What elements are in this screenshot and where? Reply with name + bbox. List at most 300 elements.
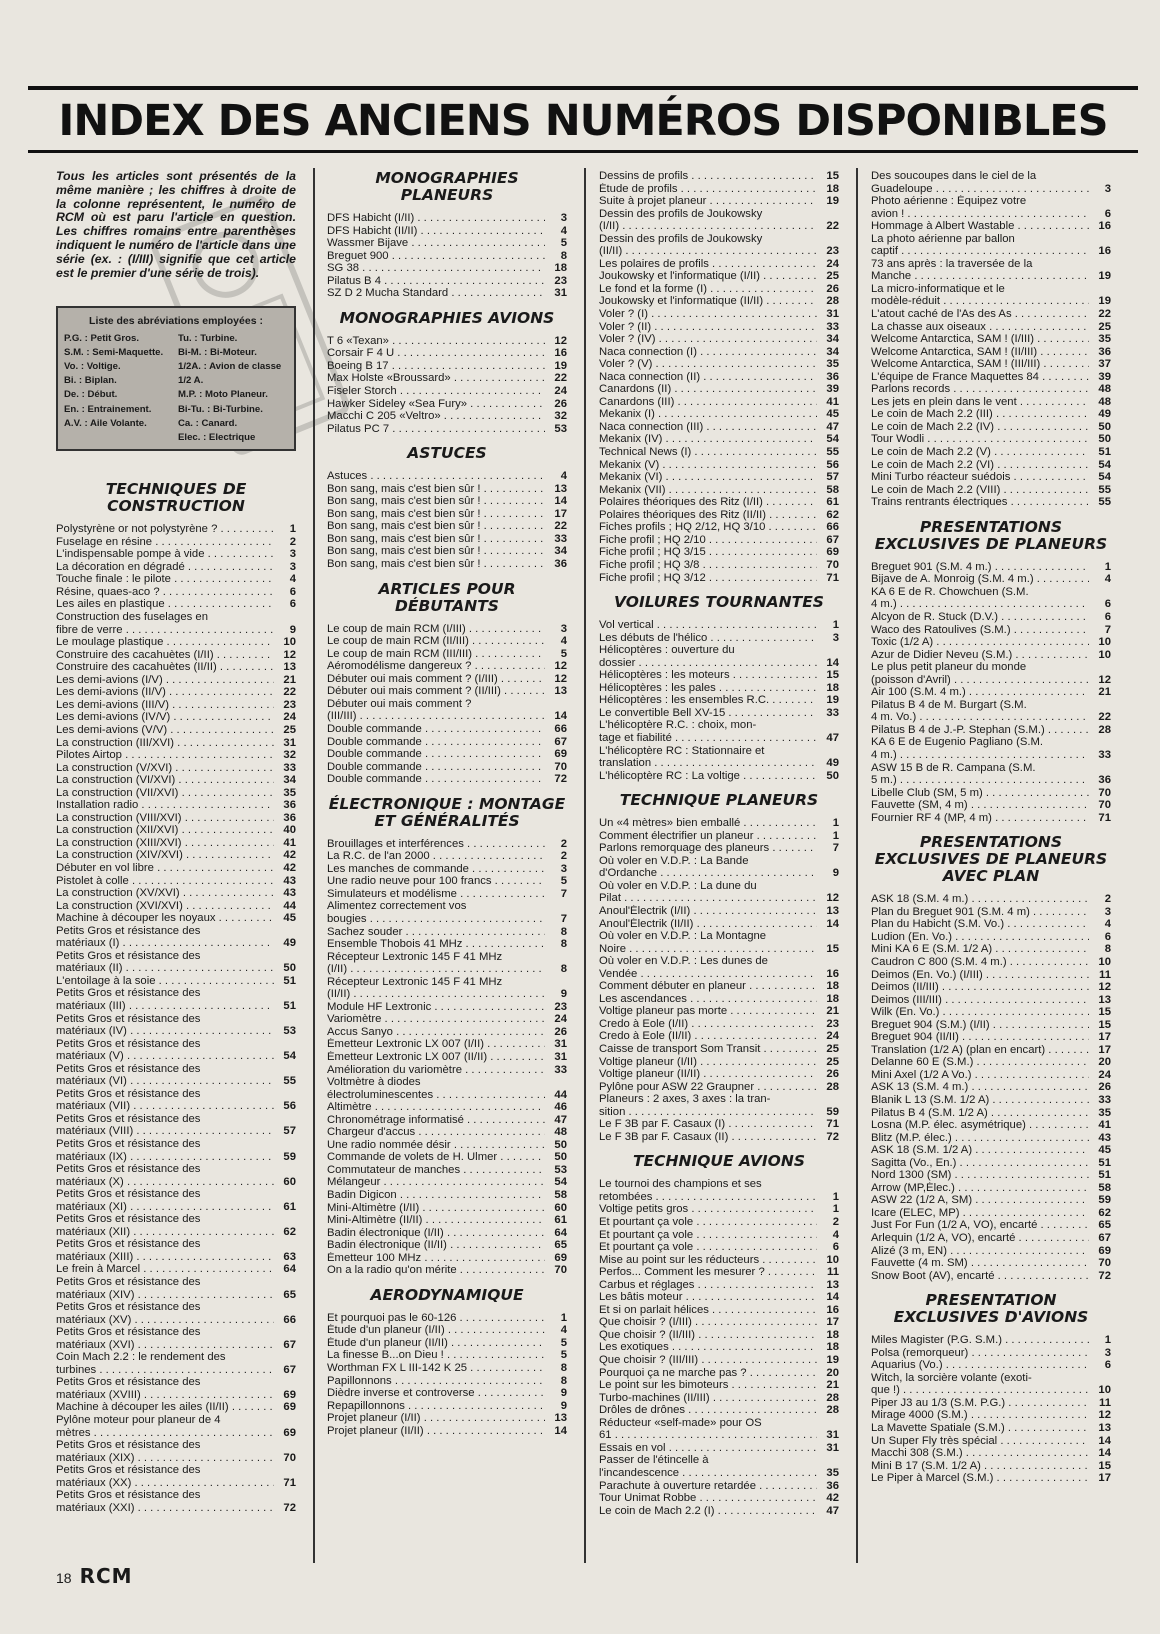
index-entry	[599, 1492, 839, 1505]
index-entry	[327, 888, 567, 901]
entry-title: bougies . . .	[327, 913, 545, 926]
entry-title: Double commande . . .	[327, 773, 545, 786]
entry-title: Waco des Ratoulives (S.M.) . . .	[871, 624, 1089, 637]
entry-title-line-1: Pilatus B 4 de M. Burgart (S.M.	[871, 698, 1027, 711]
index-entry	[871, 787, 1111, 800]
index-entry	[327, 1400, 567, 1413]
entry-title: Just For Fun (1/2 A, VO), encarté . . .	[871, 1219, 1089, 1232]
issue-number: 69	[554, 1251, 567, 1264]
index-entry	[327, 1227, 567, 1240]
issue-number: 14	[554, 495, 567, 508]
entry-title: Parlons records . . .	[871, 383, 1089, 396]
entry-title: Le coin de Mach 2.2 (VIII) . . .	[871, 484, 1089, 497]
entry-title-line-1: Petits Gros et résistance des	[56, 1062, 201, 1075]
index-entry	[871, 1194, 1111, 1207]
page-title: INDEX DES ANCIENS NUMÉROS DISPONIBLES	[58, 96, 1108, 146]
issue-number: 15	[1098, 1018, 1111, 1031]
entry-title: Mini-Altimètre (II/II) . . .	[327, 1214, 545, 1227]
issue-number: 17	[554, 507, 567, 520]
index-entry	[599, 830, 839, 843]
index-entry	[327, 287, 567, 300]
issue-number: 50	[1098, 420, 1111, 433]
index-entry	[599, 258, 839, 271]
issue-number: 3	[289, 548, 296, 561]
index-entry	[599, 1480, 839, 1493]
issue-number: 19	[1098, 270, 1111, 283]
index-entry	[327, 385, 567, 398]
entry-title-line-1: Petits Gros et résistance des	[56, 1188, 201, 1201]
issue-number: 35	[283, 786, 296, 799]
entry-title: Commutateur de manches . . .	[327, 1164, 545, 1177]
index-entry	[871, 1232, 1111, 1245]
entry-title: Les demi-avions (II/V) . . .	[56, 686, 274, 699]
index-entry	[56, 711, 296, 724]
index-entry	[871, 893, 1111, 906]
index-entry	[871, 699, 1111, 724]
issue-number: 72	[826, 1130, 839, 1143]
index-entry	[327, 275, 567, 288]
entry-title: Fiche profil ; HQ 3/12 . . .	[599, 572, 817, 585]
entry-title-line-1: Petits Gros et résistance des	[56, 1489, 201, 1502]
index-entry	[871, 283, 1111, 308]
entry-title: SZ D 2 Mucha Standard . . .	[327, 287, 545, 300]
index-entry	[871, 1207, 1111, 1220]
issue-number: 60	[283, 1175, 296, 1188]
issue-number: 57	[283, 1125, 296, 1138]
entry-title: matériaux (XIII) . . .	[56, 1251, 274, 1264]
index-entry	[871, 358, 1111, 371]
issue-number: 14	[1098, 1434, 1111, 1447]
entry-title: Pilat . . .	[599, 892, 817, 905]
issue-number: 56	[283, 1100, 296, 1113]
entry-title: Voler ? (II) . . .	[599, 321, 817, 334]
issue-number: 14	[554, 1424, 567, 1437]
entry-title: Mirage 4000 (S.M.) . . .	[871, 1409, 1089, 1422]
entry-title: Polsa (remorqueur) . . .	[871, 1347, 1089, 1360]
index-entry	[871, 799, 1111, 812]
issue-number: 8	[560, 925, 567, 938]
issue-number: 70	[826, 558, 839, 571]
entry-title: Les demi-avions (V/V) . . .	[56, 724, 274, 737]
index-entry	[56, 774, 296, 787]
issue-number: 14	[826, 917, 839, 930]
entry-title: La Mavette Spatiale (S.M.) . . .	[871, 1422, 1089, 1435]
index-entry	[327, 1375, 567, 1388]
entry-title: Losna (M.P. élec. asymétrique) . . .	[871, 1119, 1089, 1132]
entry-title: Le coin de Mach 2.2 (VI) . . .	[871, 459, 1089, 472]
issue-number: 8	[560, 938, 567, 951]
issue-number: 7	[560, 912, 567, 925]
issue-number: 3	[1104, 182, 1111, 195]
issue-number: 13	[554, 685, 567, 698]
entry-title: Mekanix (IV) . . .	[599, 433, 817, 446]
entry-title: Mise au point sur les réducteurs . . .	[599, 1254, 817, 1267]
issue-number: 2	[289, 535, 296, 548]
entry-title-line-1: Petits Gros et résistance des	[56, 987, 201, 1000]
entry-title: Wilk (En. Vo.) . . .	[871, 1006, 1089, 1019]
entry-title: Hélicoptères : les moteurs . . .	[599, 669, 817, 682]
index-entry	[56, 1401, 296, 1414]
index-entry	[871, 586, 1111, 611]
issue-number: 67	[283, 1338, 296, 1351]
entry-title-line-1: Petits Gros et résistance des	[56, 1439, 201, 1452]
issue-number: 33	[283, 761, 296, 774]
entry-title: Turbo-machines (II/III) . . .	[599, 1392, 817, 1405]
section-heading: VOILURES TOURNANTES	[614, 593, 824, 612]
index-entry	[599, 321, 839, 334]
entry-title: Papillonnons . . .	[327, 1375, 545, 1388]
index-entry	[56, 598, 296, 611]
entry-title: Le coup de main RCM (I/III) . . .	[327, 623, 545, 636]
issue-number: 31	[826, 308, 839, 321]
entry-title: matériaux (XVI) . . .	[56, 1339, 274, 1352]
issue-number: 17	[1098, 1472, 1111, 1485]
issue-number: 4	[560, 224, 567, 237]
entry-title: La construction (III/XVI) . . .	[56, 737, 274, 750]
index-entry	[599, 817, 839, 830]
entry-title-line-1: Voltmètre à diodes	[327, 1076, 421, 1089]
issue-number: 61	[283, 1200, 296, 1213]
index-entry	[327, 1337, 567, 1350]
entry-title: Arlequin (1/2 A, VO), encarté . . .	[871, 1232, 1089, 1245]
issue-number: 13	[283, 661, 296, 674]
issue-number: 7	[560, 887, 567, 900]
abbreviation-title: Liste des abréviations employées :	[89, 315, 263, 328]
index-entry	[56, 1038, 296, 1063]
entry-title: La construction (XIII/XVI) . . .	[56, 837, 274, 850]
issue-number: 48	[554, 1126, 567, 1139]
entry-title: La construction (VII/XVI) . . .	[56, 787, 274, 800]
issue-number: 22	[1098, 711, 1111, 724]
issue-number: 8	[560, 963, 567, 976]
index-entry	[327, 1264, 567, 1277]
index-entry	[327, 1001, 567, 1014]
issue-number: 65	[1098, 1219, 1111, 1232]
entry-title: Les demi-avions (IV/V) . . .	[56, 711, 274, 724]
entry-title: Miles Magister (P.G. S.M.) . . .	[871, 1334, 1089, 1347]
index-entry	[56, 1301, 296, 1326]
index-entry	[327, 398, 567, 411]
entry-title: Mini-Altimètre (I/II) . . .	[327, 1202, 545, 1215]
issue-number: 43	[283, 887, 296, 900]
entry-title: Parachute à ouverture retardée . . .	[599, 1480, 817, 1493]
index-entry	[599, 1367, 839, 1380]
entry-title: turbines . . .	[56, 1364, 274, 1377]
section-heading: MONOGRAPHIES AVIONS	[339, 308, 555, 327]
index-entry	[599, 1043, 839, 1056]
entry-title: Breguet 901 (S.M. 4 m.) . . .	[871, 561, 1089, 574]
index-entry	[56, 611, 296, 636]
index-entry	[327, 1126, 567, 1139]
entry-title: captif . . .	[871, 245, 1089, 258]
index-entry	[599, 1341, 839, 1354]
entry-title: d'Ordanche . . .	[599, 867, 817, 880]
issue-number: 17	[1098, 1031, 1111, 1044]
index-entry	[871, 1257, 1111, 1270]
issue-number: 67	[554, 735, 567, 748]
issue-number: 25	[1098, 320, 1111, 333]
index-entry	[599, 358, 839, 371]
entry-title: Débuter oui mais comment ? (I/III) . . .	[327, 673, 545, 686]
entry-title: matériaux (III) . . .	[56, 1000, 274, 1013]
entry-title: matériaux (XIV) . . .	[56, 1289, 274, 1302]
issue-number: 12	[554, 672, 567, 685]
entry-title-line-1: Petits Gros et résistance des	[56, 1138, 201, 1150]
entry-title: L'atout caché de l'As des As . . .	[871, 308, 1089, 321]
issue-number: 23	[554, 1000, 567, 1013]
title-banner	[28, 92, 1138, 153]
index-entry	[56, 1351, 296, 1376]
entry-title: Badin Digicon . . .	[327, 1189, 545, 1202]
entry-title: Plan du Breguet 901 (S.M. 4 m) . . .	[871, 906, 1089, 919]
entry-title: Fuselage en résine . . .	[56, 536, 274, 549]
index-entry	[599, 644, 839, 669]
index-entry	[56, 875, 296, 888]
entry-title: Le coin de Mach 2.2 (V) . . .	[871, 446, 1089, 459]
entry-title-line-1: Petits Gros et résistance des	[56, 949, 201, 962]
index-entry	[327, 1064, 567, 1077]
index-entry	[327, 938, 567, 951]
issue-number: 36	[826, 370, 839, 383]
index-entry	[599, 980, 839, 993]
entry-title: Credo à Eole (II/II) . . .	[599, 1030, 817, 1043]
entry-title: Carbus et réglages . . .	[599, 1279, 817, 1292]
entry-title-line-1: Dessin des profils de Joukowsky	[599, 232, 763, 245]
issue-number: 50	[826, 769, 839, 782]
entry-title: Breguet 900 . . .	[327, 250, 545, 263]
issue-number: 16	[826, 1303, 839, 1316]
issue-number: 48	[1098, 395, 1111, 408]
issue-number: 66	[554, 722, 567, 735]
index-entry	[871, 1019, 1111, 1032]
abbreviation-item: Bi-Tu. : Bi-Turbine.	[178, 403, 263, 415]
intro-text: Tous les articles sont présentés de la même manière ; les chiffres à droite de la colonne représentent, le numéro de RCM où est paru l'article en question. Les chiffres romains entre parenthèses indiquent le numéro de l'article dans une série (ex. : (I/III) signifie que cet article est le premier d'une série de trois).	[56, 169, 296, 280]
issue-number: 36	[554, 558, 567, 571]
index-entry	[871, 346, 1111, 359]
entry-title: Polystyrène or not polystyrène ? . . .	[56, 523, 274, 536]
issue-number: 47	[826, 420, 839, 433]
abbreviation-item	[64, 431, 174, 445]
entry-title: Badin électronique (I/II) . . .	[327, 1227, 545, 1240]
index-entry	[56, 1188, 296, 1213]
index-entry	[599, 408, 839, 421]
index-entry	[871, 1435, 1111, 1448]
index-entry	[599, 1404, 839, 1417]
entry-title: L'entoilage à la soie . . .	[56, 975, 274, 988]
index-entry	[327, 976, 567, 1001]
index-entry	[327, 1038, 567, 1051]
entry-title: 4 m.) . . .	[871, 749, 1089, 762]
index-entry	[871, 573, 1111, 586]
entry-title: Projet planeur (I/II) . . .	[327, 1412, 545, 1425]
entry-title: L'équipe de France Maquettes 84 . . .	[871, 371, 1089, 384]
issue-number: 10	[283, 636, 296, 649]
index-entry	[327, 347, 567, 360]
entry-title: La R.C. de l'an 2000 . . .	[327, 850, 545, 863]
entry-title: tage et fiabilité . . .	[599, 732, 817, 745]
issue-number: 51	[283, 974, 296, 987]
entry-title: Étude d'un planeur (II/II) . . .	[327, 1337, 545, 1350]
entry-title: Joukowsky et l'informatique (I/II) . . .	[599, 270, 817, 283]
issue-number: 23	[826, 245, 839, 258]
entry-title: Double commande . . .	[327, 748, 545, 761]
entry-title-line-1: KA 6 E de Eugenio Pagliano (S.M.	[871, 736, 1044, 749]
abbreviation-item: En. : Entrainement.	[64, 403, 152, 415]
abbreviation-item: Tu. : Turbine.	[178, 332, 238, 344]
issue-number: 7	[1104, 623, 1111, 636]
entry-title: Fauvette (4 m. SM) . . .	[871, 1257, 1089, 1270]
issue-number: 69	[554, 748, 567, 761]
issue-number: 67	[826, 533, 839, 546]
entry-title: Les ailes en plastique . . .	[56, 598, 274, 611]
entry-title: La construction (XV/XVI) . . .	[56, 887, 274, 900]
issue-number: 28	[1098, 723, 1111, 736]
index-entry	[327, 1051, 567, 1064]
index-entry	[327, 1412, 567, 1425]
entry-title: On a la radio qu'on mérite . . .	[327, 1264, 545, 1277]
index-entry	[599, 459, 839, 472]
entry-title: Pilatus B 4 . . .	[327, 275, 545, 288]
index-entry	[56, 1439, 296, 1464]
index-entry	[599, 707, 839, 720]
entry-title: La construction (V/XVI) . . .	[56, 762, 274, 775]
entry-title-line-1: Petits Gros et résistance des	[56, 1112, 201, 1125]
entry-title: Que choisir ? (II/III) . . .	[599, 1329, 817, 1342]
column-3	[599, 170, 839, 1517]
index-entry	[871, 969, 1111, 982]
entry-title: (poisson d'Avril) . . .	[871, 674, 1089, 687]
issue-number: 3	[560, 622, 567, 635]
issue-number: 63	[283, 1250, 296, 1263]
entry-title: ASK 18 (S.M. 4 m.) . . .	[871, 893, 1089, 906]
entry-title: ASK 13 (S.M. 4 m.) . . .	[871, 1081, 1089, 1094]
index-entry	[871, 459, 1111, 472]
index-entry	[327, 225, 567, 238]
index-entry	[871, 170, 1111, 195]
index-entry	[327, 736, 567, 749]
index-entry	[871, 1347, 1111, 1360]
index-entry	[327, 635, 567, 648]
entry-title: Et pourtant ça vole . . .	[599, 1229, 817, 1242]
entry-title: Boeing B 17 . . .	[327, 360, 545, 373]
entry-title: La construction (VIII/XVI) . . .	[56, 812, 274, 825]
index-entry	[871, 233, 1111, 258]
index-entry	[56, 661, 296, 674]
issue-number: 72	[554, 773, 567, 786]
index-entry	[871, 1094, 1111, 1107]
index-entry	[599, 1417, 839, 1442]
index-entry	[871, 624, 1111, 637]
issue-number: 24	[826, 1030, 839, 1043]
index-entry	[599, 918, 839, 931]
index-entry	[871, 762, 1111, 787]
index-entry	[599, 295, 839, 308]
issue-number: 12	[1098, 673, 1111, 686]
issue-number: 36	[283, 799, 296, 812]
issue-number: 54	[826, 433, 839, 446]
entry-title: Vol vertical . . .	[599, 619, 817, 632]
issue-number: 4	[560, 470, 567, 483]
issue-number: 4	[1104, 918, 1111, 931]
index-entry	[871, 736, 1111, 761]
issue-number: 9	[560, 988, 567, 1001]
entry-title: Air 100 (S.M. 4 m.) . . .	[871, 686, 1089, 699]
entry-title: matériaux (XV) . . .	[56, 1314, 274, 1327]
issue-number: 35	[826, 1466, 839, 1479]
index-entry	[599, 1056, 839, 1069]
issue-number: 71	[283, 1476, 296, 1489]
entry-title: Une radio neuve pour 100 francs . . .	[327, 875, 545, 888]
issue-number: 61	[554, 1214, 567, 1227]
index-entry	[599, 842, 839, 855]
index-entry	[327, 495, 567, 508]
index-entry	[599, 745, 839, 770]
index-entry	[327, 773, 567, 786]
column-divider-3	[856, 168, 858, 1563]
entry-title: Polaires théoriques des Ritz (II/II) . . .	[599, 509, 817, 522]
issue-number: 65	[554, 1239, 567, 1252]
index-entry	[56, 523, 296, 536]
index-entry	[327, 470, 567, 483]
entry-title: Voltige planeur pas morte . . .	[599, 1005, 817, 1018]
index-entry	[327, 1324, 567, 1337]
entry-title-line-1: Où voler en V.D.P. : Les dunes de	[599, 955, 768, 968]
issue-number: 4	[832, 1228, 839, 1241]
entry-title: modèle-réduit . . .	[871, 295, 1089, 308]
issue-number: 16	[1098, 245, 1111, 258]
issue-number: 9	[560, 1387, 567, 1400]
issue-number: 21	[1098, 686, 1111, 699]
index-entry	[871, 1422, 1111, 1435]
entry-title: Le convertible Bell XV-15 . . .	[599, 707, 817, 720]
entry-title-line-1: Petits Gros et résistance des	[56, 1276, 201, 1289]
issue-number: 1	[832, 829, 839, 842]
index-entry	[327, 761, 567, 774]
entry-title: (III/III) . . .	[327, 710, 545, 723]
index-entry	[871, 649, 1111, 662]
entry-title: Mekanix (VI) . . .	[599, 471, 817, 484]
index-entry	[327, 723, 567, 736]
index-entry	[56, 536, 296, 549]
entry-title-line-1: Photo aérienne : Équipez votre	[871, 195, 1027, 208]
entry-title-line-1: Pylône moteur pour planeur de 4	[56, 1414, 221, 1427]
entry-title: Mekanix (V) . . .	[599, 459, 817, 472]
issue-number: 24	[554, 385, 567, 398]
index-entry	[599, 1266, 839, 1279]
issue-number: 39	[1098, 370, 1111, 383]
issue-number: 33	[1098, 748, 1111, 761]
issue-number: 36	[1098, 774, 1111, 787]
entry-title: matériaux (XXI) . . .	[56, 1502, 274, 1515]
entry-title: matériaux (I) . . .	[56, 937, 274, 950]
issue-number: 54	[554, 1176, 567, 1189]
issue-number: 62	[283, 1225, 296, 1238]
index-entry	[871, 1472, 1111, 1485]
entry-title: Naca connection (II) . . .	[599, 371, 817, 384]
section-heading: TECHNIQUES DE CONSTRUCTION	[105, 480, 247, 516]
index-entry	[599, 930, 839, 955]
entry-title: Vendée . . .	[599, 968, 817, 981]
index-entry	[871, 371, 1111, 384]
section-heading: ASTUCES	[407, 444, 487, 463]
index-entry	[327, 212, 567, 225]
section-heading: TECHNIQUE AVIONS	[632, 1152, 805, 1171]
issue-number: 69	[283, 1388, 296, 1401]
issue-number: 19	[1098, 295, 1111, 308]
index-entry	[871, 421, 1111, 434]
index-entry	[599, 632, 839, 645]
index-entry	[871, 383, 1111, 396]
